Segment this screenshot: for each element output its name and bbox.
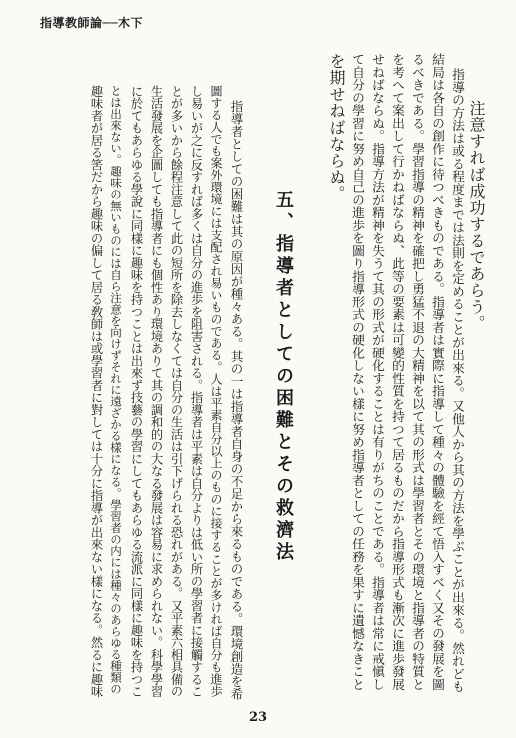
page-number: 23 [248,710,268,725]
text-column: を期せねばならぬ。 [327,53,346,202]
text-column: に於てもあらゆる學說に同樣に趣味を持つことは出來ず技藝の學習にしてもあらゆる流派に同樣に趣味を持つこ [129,85,143,698]
running-header: 指導教師論──木下 [40,16,143,30]
text-column: 結局は各自の創作に待つべきものである。指導者は實際に指導して種々の體驗を經て悟入すべく又その發展を圖 [429,53,444,691]
text-column: とは出來ない。趣味の無いものには自ら注意を向けずそれに遠ざかる樣になる。學習者の内には種々のあらゆる種類の [109,85,123,695]
text-column: 圖する人でも案外環境には支配され易いものである。人は平素自分以上のものに接することが多ければ自分も進歩 [209,85,223,697]
text-column: せねばならぬ。指導方法が精神を失うて其の形式が硬化することは有りがちのことである。指導者は常に戒愼し [369,53,384,691]
section-heading: 五、指導者としての困難とその救濟法 [273,190,294,564]
text-column: を考へて案出して行かねばならぬ、此等の要素は可變的性質を持つて居るものだから指導形式も漸次に進歩發展 [389,53,404,691]
text-column: 指導の方法は或る程度までは法則を定めることが出來る。又他人から其の方法を學ぶことが出來る。然れども [449,68,464,693]
text-column: 注意すれば成功するであらう。 [467,100,486,332]
text-column: るべきである。學習指導の精神を確把し勇猛不退の大精神を以て其の形式は學習者とその環境と指導者の特質と [409,53,424,691]
text-column: し易いが之に反すれば多くは自分の進歩を阻害される。指導者は平素は自分よりは低い所の學習者に接觸するこ [189,85,203,698]
text-column: 生活發展を企圖しても指導者にも個性あり環境ありて其の調和的の大なる發展は容易に求められない。科學學習 [149,85,163,698]
text-column: 指導者としての困難は其の原因が種々ある。其の一は指導者自身の不足から來るものである。環境創造を希 [229,100,244,700]
text-column: て自分の學習に努め自己の進歩を圖り指導形式の硬化しない樣に努め指導者としての任務を果すに遺憾なきこと [349,53,364,691]
text-column: とが多いから餘程注意して此の短所を除去しなくては自分の生活は引下げられる恐れがある。又平素六相具備の [169,85,183,698]
text-column: 趣味者が居る筈だから趣味の偏して居る敎師は或學習者に對しては十分に指導が出來ない樣になる。然るに趣味 [89,85,103,698]
